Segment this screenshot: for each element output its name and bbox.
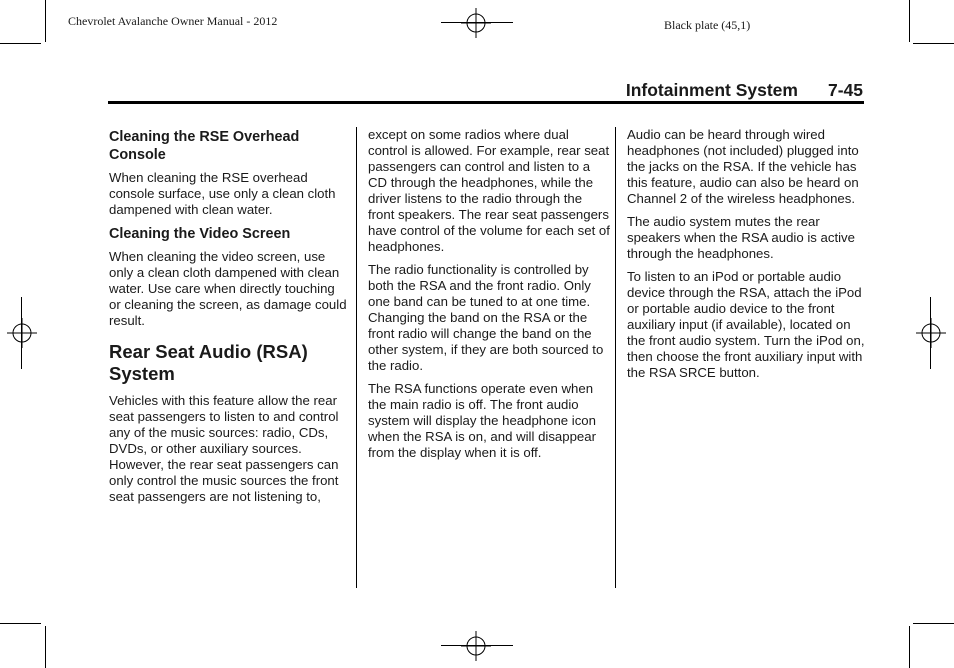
registration-mark-right-icon: [916, 318, 946, 348]
crop-mark-top-left-horizontal: [0, 43, 41, 44]
page-number: 7-45: [827, 80, 863, 100]
crop-mark-top-left-vertical: [45, 0, 46, 42]
para-continuation: except on some radios where dual control is allowed. For example, rear seat passengers can control and listen to a CD through the headphones, while the driver listens to the radio through the front speakers. The rear seat passengers have control of the volume for each set of headphones.: [368, 127, 610, 254]
section-title: Infotainment System: [625, 80, 798, 100]
registration-mark-top-icon: [461, 8, 491, 38]
registration-line-left: [21, 297, 22, 369]
registration-line-bottom: [441, 645, 513, 646]
manual-title: Chevrolet Avalanche Owner Manual - 2012: [68, 14, 278, 28]
crop-mark-bottom-left-horizontal: [0, 623, 41, 624]
header-rule: [108, 101, 864, 104]
column-2: [368, 127, 610, 468]
crop-mark-top-right-horizontal: [913, 43, 954, 44]
crop-mark-bottom-right-horizontal: [913, 623, 954, 624]
crop-mark-top-right-vertical: [909, 0, 910, 42]
heading-rse-cleaning: Cleaning the RSE Overhead Console: [109, 129, 300, 163]
para-rse-cleaning: When cleaning the RSE overhead console surface, use only a clean cloth dampened with clean water.: [109, 170, 336, 217]
crop-mark-bottom-right-vertical: [909, 626, 910, 668]
registration-line-right: [930, 297, 931, 369]
registration-line-top: [441, 22, 513, 23]
para-mute: The audio system mutes the rear speakers when the RSA audio is active through the headphones.: [627, 214, 855, 261]
registration-mark-bottom-icon: [461, 631, 491, 661]
plate-label: Black plate (45,1): [664, 18, 751, 32]
para-wired-headphones: Audio can be heard through wired headphones (not included) plugged into the jacks on the RSA. If the vehicle has this feature, audio can also be heard on Channel 2 of the wireless headphones.: [627, 127, 859, 206]
para-video-cleaning: When cleaning the video screen, use only a clean cloth dampened with clean water. Use care when directly touching or cleaning the screen, as damage could result.: [109, 249, 347, 328]
section-header: [626, 80, 863, 101]
column-3: [627, 127, 869, 388]
registration-mark-left-icon: [7, 318, 37, 348]
column-divider-2: [615, 127, 616, 588]
crop-mark-bottom-left-vertical: [45, 626, 46, 668]
para-band: The radio functionality is controlled by both the RSA and the front radio. Only one band can be tuned to at one time. Changing the band on the RSA or the front radio will change the band on the other system, if they are both sourced to the radio.: [368, 262, 604, 373]
column-divider-1: [356, 127, 357, 588]
column-1: [109, 127, 349, 512]
para-functions: The RSA functions operate even when the main radio is off. The front audio system will display the headphone icon when the RSA is on, and will disappear from the display when it is off.: [368, 381, 596, 460]
para-ipod: To listen to an iPod or portable audio device through the RSA, attach the iPod or portable audio device to the front auxiliary input (if available), located on the front audio system. Turn the iPod on, then choose the front auxiliary input with the RSA SRCE button.: [627, 269, 865, 380]
para-rsa-intro: Vehicles with this feature allow the rear seat passengers to listen to and control any of the music sources: radio, CDs, DVDs, or other auxiliary sources. However, the rear seat passengers can only control the music sources the front seat passengers are not listening to,: [109, 393, 339, 504]
heading-rsa: Rear Seat Audio (RSA) System: [109, 341, 308, 384]
heading-video-cleaning: Cleaning the Video Screen: [109, 226, 291, 242]
